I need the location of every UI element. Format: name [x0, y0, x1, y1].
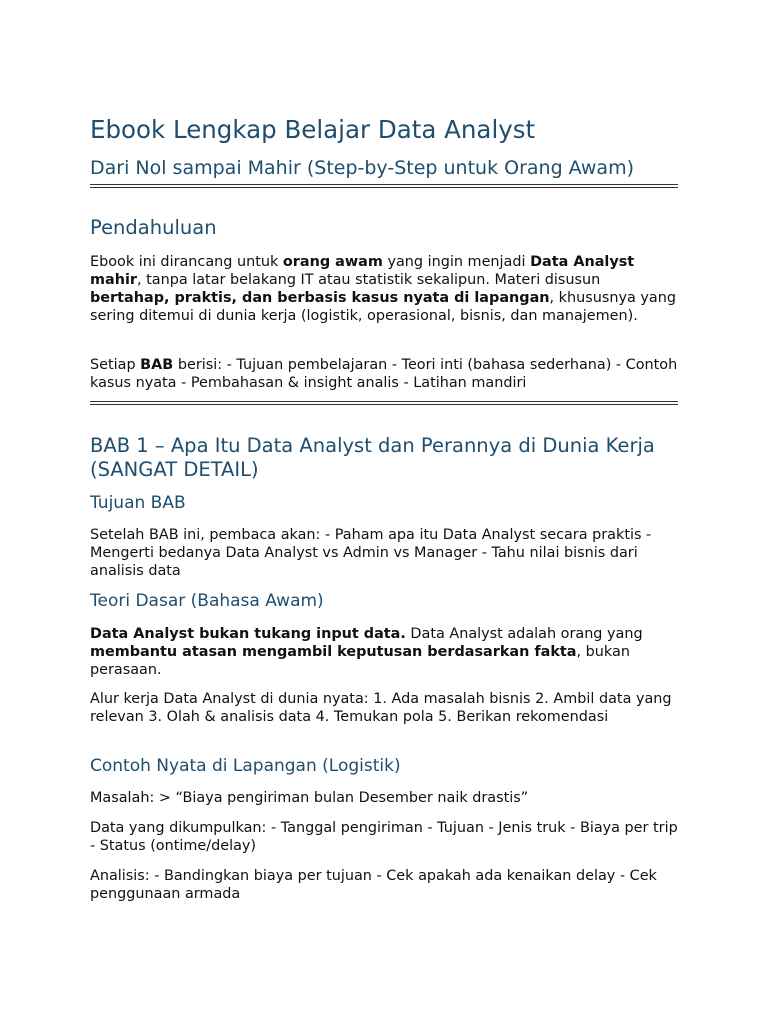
- intro-bold-1: orang awam: [282, 254, 383, 270]
- teori-text-2: , bukan perasaan.: [90, 644, 630, 678]
- bab1-tujuan-heading: Tujuan BAB: [90, 493, 186, 513]
- teori-bold-1: Data Analyst bukan tukang input data.: [90, 626, 406, 642]
- intro-bold-2: Data Analyst mahir: [90, 254, 635, 288]
- bab1-contoh-masalah: Masalah: > “Biaya pengiriman bulan Desember naik drastis”: [90, 790, 529, 806]
- bab1-contoh-analisis: Analisis: - Bandingkan biaya per tujuan - Cek apakah ada kenaikan delay - Cek penggunaan armada: [90, 868, 657, 902]
- intro-heading: Pendahuluan: [90, 216, 217, 239]
- teori-text-1: Data Analyst adalah orang yang: [405, 626, 643, 642]
- teori-bold-2: membantu atasan mengambil keputusan berdasarkan fakta: [90, 644, 577, 660]
- intro-text-1: Ebook ini dirancang untuk: [90, 254, 283, 270]
- bab1-teori-heading: Teori Dasar (Bahasa Awam): [90, 591, 324, 611]
- intro-text-4: , khususnya yang sering ditemui di dunia kerja (logistik, operasional, bisnis, dan manajemen).: [90, 290, 676, 324]
- double-rule-divider: [90, 184, 678, 188]
- intro-bold-3: bertahap, praktis, dan berbasis kasus nyata di lapangan: [90, 290, 550, 306]
- intro-text-3: , tanpa latar belakang IT atau statistik sekalipun. Materi disusun: [136, 272, 601, 288]
- bab1-heading: BAB 1 – Apa Itu Data Analyst dan Perannya di Dunia Kerja (SANGAT DETAIL): [90, 434, 655, 481]
- intro-bab-contents-paragraph: [90, 356, 682, 392]
- bab1-contoh-heading: Contoh Nyata di Lapangan (Logistik): [90, 756, 401, 776]
- double-rule-divider: [90, 401, 678, 405]
- intro-paragraph: [90, 253, 682, 325]
- intro-text-2: yang ingin menjadi: [382, 254, 531, 270]
- bab-contents-text-1: Setiap: [90, 357, 141, 373]
- bab1-contoh-data: Data yang dikumpulkan: - Tanggal pengiriman - Tujuan - Jenis truk - Biaya per trip - Status (ontime/delay): [90, 820, 678, 854]
- bab-contents-bold: BAB: [140, 357, 174, 373]
- bab1-tujuan-paragraph: Setelah BAB ini, pembaca akan: - Paham apa itu Data Analyst secara praktis - Mengerti bedanya Data Analyst vs Admin vs Manager - Tahu nilai bisnis dari analisis data: [90, 527, 652, 579]
- document-subtitle: Dari Nol sampai Mahir (Step-by-Step untuk Orang Awam): [90, 157, 634, 179]
- bab-contents-text-2: berisi: - Tujuan pembelajaran - Teori inti (bahasa sederhana) - Contoh kasus nyata - Pembahasan & insight analis - Latihan mandiri: [90, 357, 678, 391]
- document-title: Ebook Lengkap Belajar Data Analyst: [90, 115, 536, 144]
- bab1-teori-paragraph-1: [90, 625, 682, 679]
- bab1-teori-paragraph-2: Alur kerja Data Analyst di dunia nyata: 1. Ada masalah bisnis 2. Ambil data yang relevan 3. Olah & analisis data 4. Temukan pola 5. Berikan rekomendasi: [90, 691, 672, 725]
